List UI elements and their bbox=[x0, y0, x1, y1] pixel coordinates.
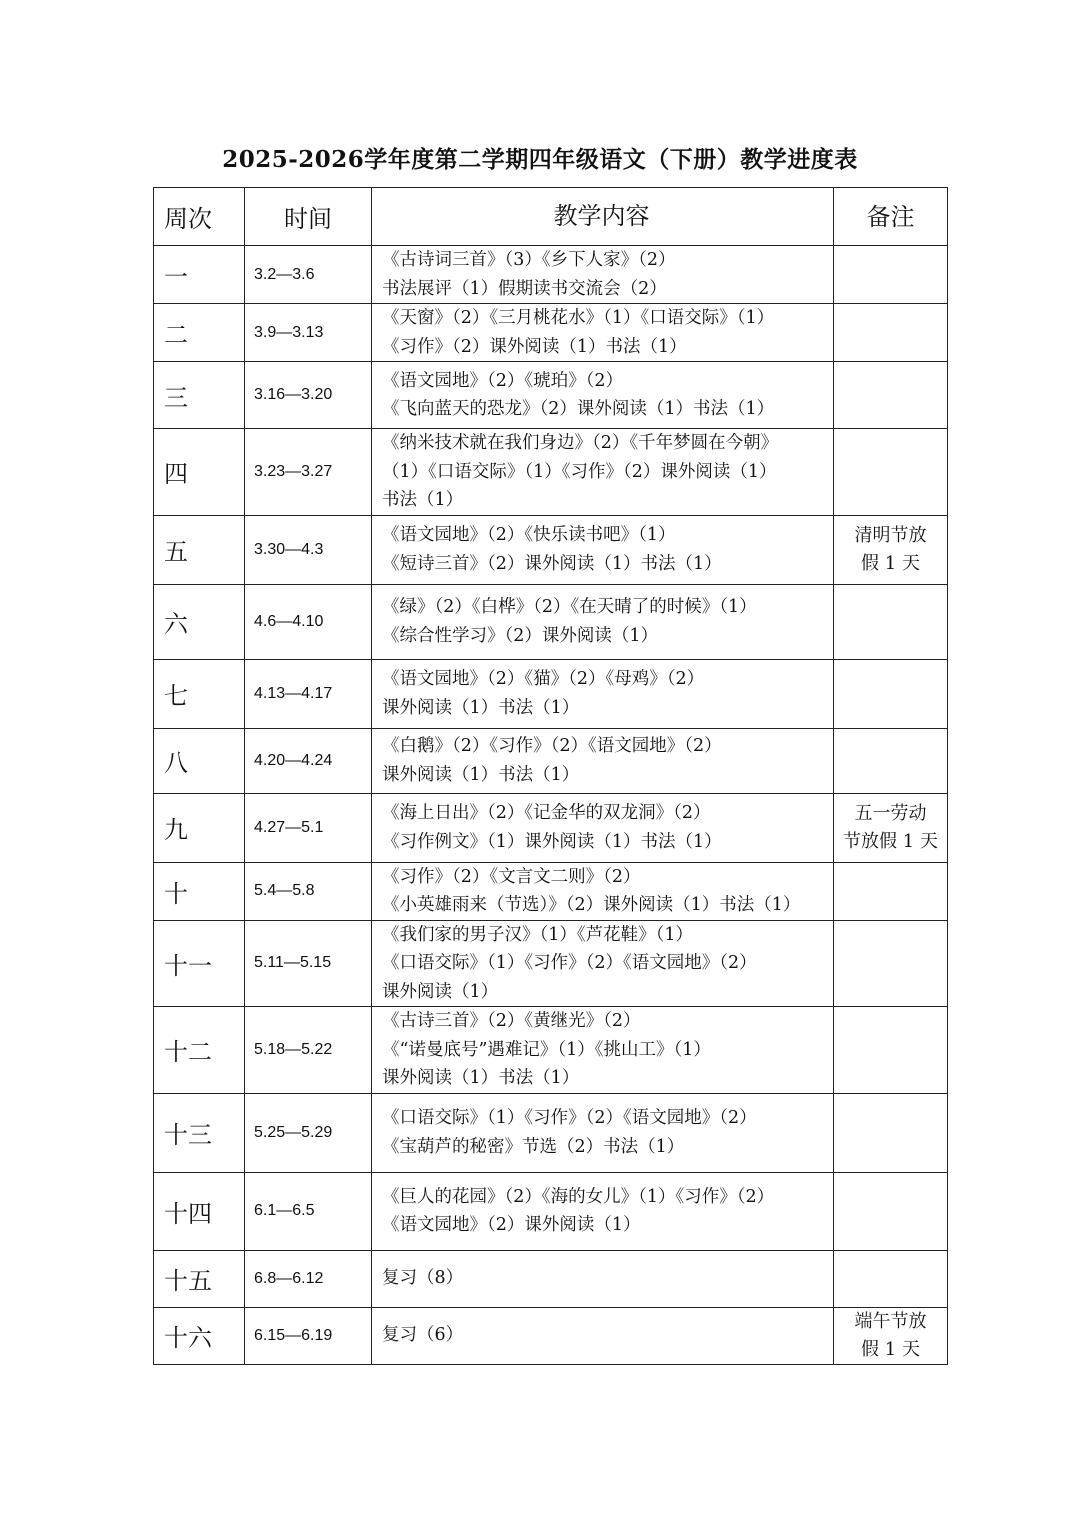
header-content: 教学内容 bbox=[372, 188, 834, 246]
week-cell: 十二 bbox=[154, 1007, 245, 1094]
note-cell bbox=[834, 1093, 948, 1172]
content-cell bbox=[372, 246, 834, 304]
content-line: 《语文园地》（2）《琥珀》（2） bbox=[382, 370, 624, 391]
schedule-table bbox=[153, 187, 948, 1365]
content-line: 《“诺曼底号”遇难记》（1）《挑山工》（1） bbox=[382, 1039, 711, 1060]
week-cell: 十三 bbox=[154, 1093, 245, 1172]
time-cell: 3.16—3.20 bbox=[245, 362, 372, 429]
content-cell bbox=[372, 793, 834, 862]
content-cell bbox=[372, 1307, 834, 1364]
content-cell bbox=[372, 1007, 834, 1094]
note-cell bbox=[834, 584, 948, 659]
note-cell bbox=[834, 793, 948, 862]
table-row bbox=[154, 793, 948, 862]
note-cell bbox=[834, 1250, 948, 1307]
time-cell: 3.2—3.6 bbox=[245, 246, 372, 304]
week-cell: 八 bbox=[154, 728, 245, 793]
content-line: 《巨人的花园》（2）《海的女儿》（1）《习作》（2） bbox=[382, 1186, 775, 1207]
table-row bbox=[154, 429, 948, 516]
note-cell bbox=[834, 362, 948, 429]
week-cell: 六 bbox=[154, 584, 245, 659]
note-cell bbox=[834, 304, 948, 362]
content-cell bbox=[372, 920, 834, 1007]
table-row bbox=[154, 1093, 948, 1172]
time-cell: 4.27—5.1 bbox=[245, 793, 372, 862]
time-cell: 3.23—3.27 bbox=[245, 429, 372, 516]
content-line: 课外阅读（1）书法（1） bbox=[382, 1068, 580, 1088]
table-row bbox=[154, 246, 948, 304]
content-line: 《纳米技术就在我们身边》（2）《千年梦圆在今朝》 bbox=[382, 433, 779, 453]
table-row bbox=[154, 659, 948, 728]
table-row bbox=[154, 728, 948, 793]
note-cell bbox=[834, 920, 948, 1007]
time-cell: 3.9—3.13 bbox=[245, 304, 372, 362]
note-line: 节放假 1 天 bbox=[843, 830, 938, 852]
note-cell bbox=[834, 515, 948, 584]
time-cell: 6.15—6.19 bbox=[245, 1307, 372, 1364]
content-line: 复习（6） bbox=[382, 1325, 464, 1346]
content-line: 《习作例文》（1）课外阅读（1）书法（1） bbox=[382, 831, 722, 852]
document-title: 2025-2026学年度第二学期四年级语文（下册）教学进度表 bbox=[222, 146, 858, 173]
content-line: 《绿》（2）《白桦》（2）《在天晴了的时候》（1） bbox=[382, 597, 757, 617]
content-line: 《白鹅》（2）《习作》（2）《语文园地》（2） bbox=[382, 736, 722, 756]
content-line: 《海上日出》（2）《记金华的双龙洞》（2） bbox=[382, 803, 711, 823]
content-line: 《飞向蓝天的恐龙》（2）课外阅读（1）书法（1） bbox=[382, 399, 775, 419]
content-line: 《我们家的男子汉》（1）《芦花鞋》（1） bbox=[382, 924, 694, 945]
header-week: 周次 bbox=[154, 188, 245, 246]
week-cell: 九 bbox=[154, 793, 245, 862]
time-cell: 5.4—5.8 bbox=[245, 862, 372, 920]
week-cell: 三 bbox=[154, 362, 245, 429]
content-line: 课外阅读（1）书法（1） bbox=[382, 764, 580, 785]
week-cell: 十六 bbox=[154, 1307, 245, 1364]
content-line: 《语文园地》（2）课外阅读（1） bbox=[382, 1215, 641, 1235]
content-line: 《小英雄雨来（节选）》（2）课外阅读（1）书法（1） bbox=[382, 895, 801, 915]
content-line: （1）《口语交际》（1）《习作》（2）课外阅读（1） bbox=[382, 461, 777, 482]
note-line: 假 1 天 bbox=[861, 1338, 920, 1360]
time-cell: 6.1—6.5 bbox=[245, 1172, 372, 1250]
week-cell: 十 bbox=[154, 862, 245, 920]
note-cell bbox=[834, 1307, 948, 1364]
content-line: 《宝葫芦的秘密》节选（2）书法（1） bbox=[382, 1136, 685, 1157]
week-cell: 四 bbox=[154, 429, 245, 516]
content-line: 《习作》（2）课外阅读（1）书法（1） bbox=[382, 336, 687, 357]
table-row bbox=[154, 1250, 948, 1307]
note-cell bbox=[834, 728, 948, 793]
content-line: 书法展评（1）假期读书交流会（2） bbox=[382, 278, 667, 299]
content-line: 《古诗三首》（2）《黄继光》（2） bbox=[382, 1011, 641, 1031]
note-cell bbox=[834, 1007, 948, 1094]
table-row bbox=[154, 362, 948, 429]
week-cell: 一 bbox=[154, 246, 245, 304]
note-line: 五一劳动 bbox=[854, 802, 927, 824]
content-cell bbox=[372, 1250, 834, 1307]
week-cell: 十四 bbox=[154, 1172, 245, 1250]
time-cell: 5.25—5.29 bbox=[245, 1093, 372, 1172]
time-cell: 4.13—4.17 bbox=[245, 659, 372, 728]
content-cell bbox=[372, 1093, 834, 1172]
week-cell: 五 bbox=[154, 515, 245, 584]
time-cell: 6.8—6.12 bbox=[245, 1250, 372, 1307]
table-row bbox=[154, 1172, 948, 1250]
table-header-row bbox=[154, 188, 948, 246]
table-row bbox=[154, 584, 948, 659]
content-line: 课外阅读（1） bbox=[382, 981, 499, 1002]
content-line: 《口语交际》（1）《习作》（2）《语文园地》（2） bbox=[382, 1108, 757, 1128]
time-cell: 5.11—5.15 bbox=[245, 920, 372, 1007]
content-cell bbox=[372, 659, 834, 728]
note-line: 假 1 天 bbox=[861, 552, 920, 574]
note-cell bbox=[834, 659, 948, 728]
content-line: 书法（1） bbox=[382, 490, 464, 510]
table-row bbox=[154, 920, 948, 1007]
time-cell: 4.20—4.24 bbox=[245, 728, 372, 793]
header-note: 备注 bbox=[834, 188, 948, 246]
content-line: 《习作》（2）《文言文二则》（2） bbox=[382, 866, 641, 887]
week-cell: 七 bbox=[154, 659, 245, 728]
header-time: 时间 bbox=[245, 188, 372, 246]
content-cell bbox=[372, 429, 834, 516]
content-line: 《语文园地》（2）《猫》（2）《母鸡》（2） bbox=[382, 669, 705, 689]
content-line: 《短诗三首》（2）课外阅读（1）书法（1） bbox=[382, 553, 722, 574]
note-cell bbox=[834, 429, 948, 516]
note-cell bbox=[834, 1172, 948, 1250]
content-line: 复习（8） bbox=[382, 1268, 464, 1289]
content-line: 《综合性学习》（2）课外阅读（1） bbox=[382, 625, 659, 646]
time-cell: 5.18—5.22 bbox=[245, 1007, 372, 1094]
table-row bbox=[154, 1307, 948, 1364]
table-row bbox=[154, 515, 948, 584]
content-line: 《语文园地》（2）《快乐读书吧》（1） bbox=[382, 525, 676, 545]
week-cell: 二 bbox=[154, 304, 245, 362]
time-cell: 4.6—4.10 bbox=[245, 584, 372, 659]
content-cell bbox=[372, 1172, 834, 1250]
table-row bbox=[154, 862, 948, 920]
week-cell: 十五 bbox=[154, 1250, 245, 1307]
content-cell bbox=[372, 362, 834, 429]
content-line: 《古诗词三首》（3）《乡下人家》（2） bbox=[382, 250, 676, 270]
content-cell bbox=[372, 862, 834, 920]
table-body bbox=[154, 246, 948, 1365]
content-cell bbox=[372, 515, 834, 584]
content-line: 《天窗》（2）《三月桃花水》（1）《口语交际》（1） bbox=[382, 308, 775, 328]
table-row bbox=[154, 1007, 948, 1094]
content-cell bbox=[372, 584, 834, 659]
note-line: 端午节放 bbox=[854, 1310, 927, 1332]
note-cell bbox=[834, 862, 948, 920]
table-row bbox=[154, 304, 948, 362]
content-cell bbox=[372, 304, 834, 362]
note-cell bbox=[834, 246, 948, 304]
time-cell: 3.30—4.3 bbox=[245, 515, 372, 584]
content-line: 《口语交际》（1）《习作》（2）《语文园地》（2） bbox=[382, 953, 757, 973]
note-line: 清明节放 bbox=[854, 524, 927, 546]
content-cell bbox=[372, 728, 834, 793]
week-cell: 十一 bbox=[154, 920, 245, 1007]
content-line: 课外阅读（1）书法（1） bbox=[382, 697, 580, 718]
